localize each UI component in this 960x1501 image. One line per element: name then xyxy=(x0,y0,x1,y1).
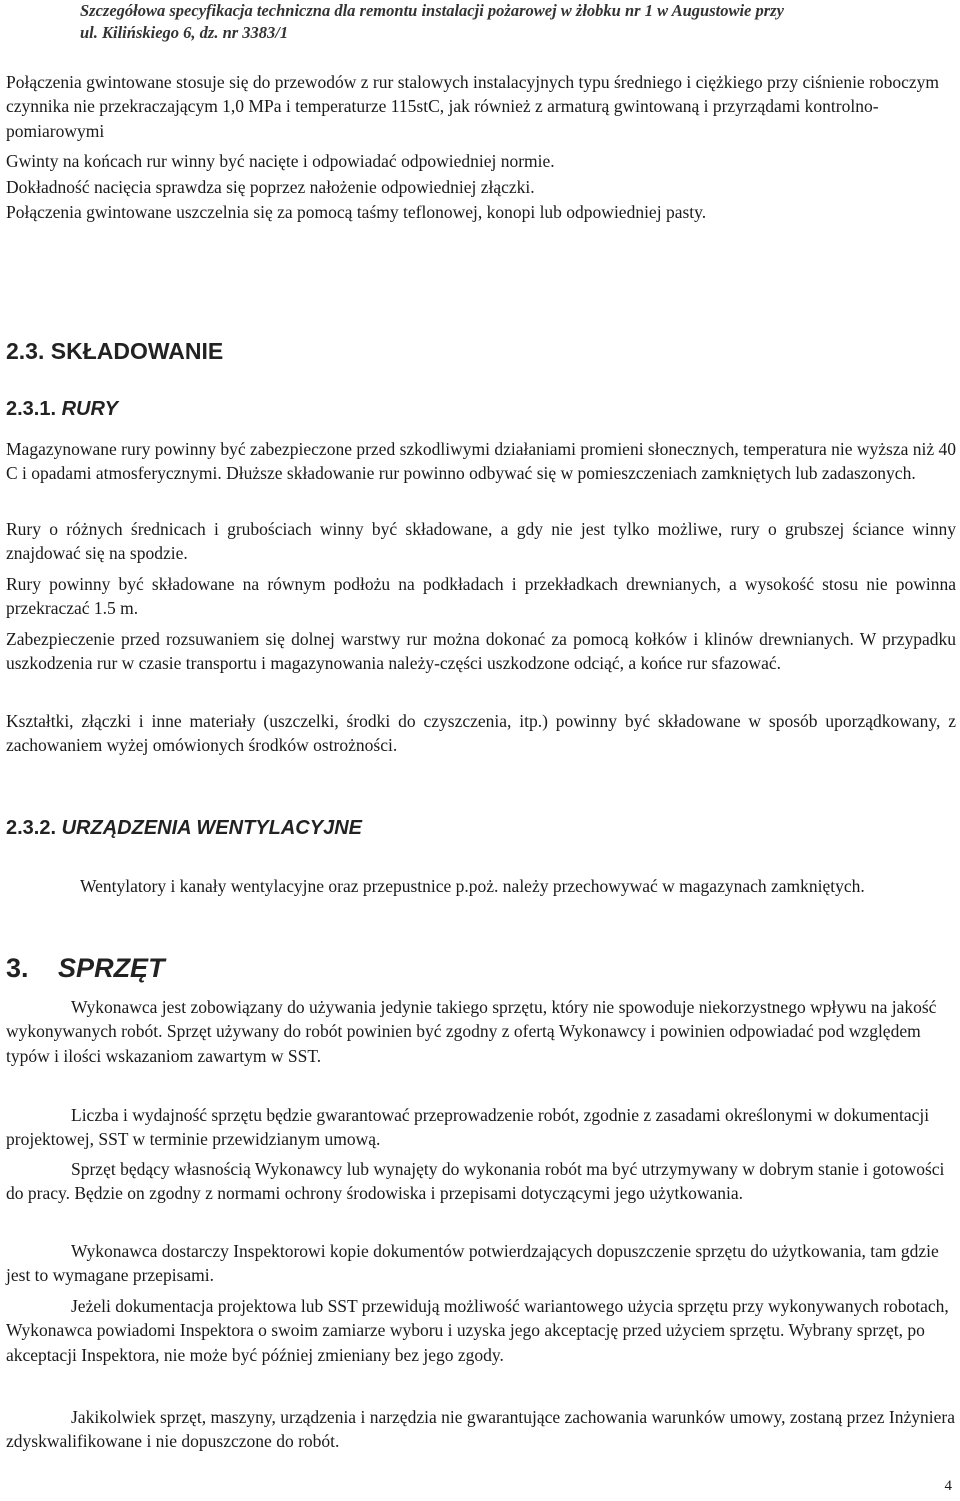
page-number: 4 xyxy=(944,1478,952,1494)
section-3-number: 3. xyxy=(6,953,29,983)
intro-paragraph-3: Dokładność nacięcia sprawdza się poprzez nałożenie odpowiedniej złączki. xyxy=(6,177,535,197)
intro-paragraph-1: Połączenia gwintowane stosuje się do przewodów z rur stalowych instalacyjnych typu średniego i ciężkiego przy ciśnienie roboczym czynnika nie przekraczającym 1,0 MPa i temperaturze 115stC, jak również z armaturą gwintowaną i przyrządami kontrolno-pomiarowymi xyxy=(6,72,940,141)
sprzet-paragraph-3: Sprzęt będący własnością Wykonawcy lub wynajęty do wykonania robót ma być utrzymywany w dobrym stanie i gotowości do pracy. Będzie on zgodny z normami ochrony środowiska i przepisami dotyczącymi jego użytkowania. xyxy=(6,1159,945,1204)
section-2-3-1-heading xyxy=(6,398,118,421)
section-2-3-1-title: RURY xyxy=(61,398,118,420)
section-2-3-2-title: URZĄDZENIA WENTYLACYJNE xyxy=(61,817,362,839)
section-2-3-2-number: 2.3.2. xyxy=(6,817,57,839)
rury-paragraph-5: Kształtki, złączki i inne materiały (uszczelki, środki do czyszczenia, itp.) powinny być składowane w sposób uporządkowany, z zachowaniem wyżej omówionych środków ostrożności. xyxy=(6,711,956,756)
document-header xyxy=(80,0,950,44)
sprzet-paragraph-2: Liczba i wydajność sprzętu będzie gwarantować przeprowadzenie robót, zgodnie z zasadami określonymi w dokumentacji projektowej, SST w terminie przewidzianym umową. xyxy=(6,1105,930,1150)
section-2-3-2-heading xyxy=(6,817,362,840)
sprzet-paragraph-4: Wykonawca dostarczy Inspektorowi kopie dokumentów potwierdzających dopuszczenie sprzętu do użytkowania, tam gdzie jest to wymagane przepisami. xyxy=(6,1241,939,1286)
wentylacja-paragraph-1: Wentylatory i kanały wentylacyjne oraz przepustnice p.poż. należy przechowywać w magazynach zamkniętych. xyxy=(80,876,865,896)
sprzet-paragraph-5: Jeżeli dokumentacja projektowa lub SST przewidują możliwość wariantowego użycia sprzętu przy wykonywanych robotach, Wykonawca powiadomi Inspektora o swoim zamiarze wyboru i uzyska jego akceptację przed użyciem sprzętu. Wybrany sprzęt, po akceptacji Inspektora, nie może być później zmieniany bez jego zgody. xyxy=(6,1296,949,1365)
header-line-2: ul. Kilińskiego 6, dz. nr 3383/1 xyxy=(80,23,289,42)
header-line-1: Szczegółowa specyfikacja techniczna dla remontu instalacji pożarowej w żłobku nr 1 w Augustowie przy xyxy=(80,1,784,20)
rury-paragraph-3: Rury powinny być składowane na równym podłożu na podkładach i przekładkach drewnianych, a wysokość stosu nie powinna przekraczać 1.5 m. xyxy=(6,574,956,619)
intro-paragraph-4: Połączenia gwintowane uszczelnia się za pomocą taśmy teflonowej, konopi lub odpowiedniej pasty. xyxy=(6,202,707,222)
rury-paragraph-2: Rury o różnych średnicach i grubościach winny być składowane, a gdy nie jest tylko możliwe, rury o grubszej ściance winny znajdować się na spodzie. xyxy=(6,519,956,564)
section-3-heading xyxy=(6,953,165,984)
section-2-3-heading: 2.3. SKŁADOWANIE xyxy=(6,338,224,364)
rury-paragraph-4: Zabezpieczenie przed rozsuwaniem się dolnej warstwy rur można dokonać za pomocą kołków i klinów drewnianych. W przypadku uszkodzenia rur w czasie transportu i magazynowania należy-części uszkodzone odciąć, a końce rur sfazować. xyxy=(6,629,956,674)
intro-paragraph-2: Gwinty na końcach rur winny być nacięte i odpowiadać odpowiedniej normie. xyxy=(6,151,555,171)
sprzet-paragraph-1: Wykonawca jest zobowiązany do używania jedynie takiego sprzętu, który nie spowoduje niekorzystnego wpływu na jakość wykonywanych robót. Sprzęt używany do robót powinien być zgodny z ofertą Wykonawcy i powinien odpowiadać pod względem typów i ilości wskazaniom zawartym w SST. xyxy=(6,997,937,1066)
rury-paragraph-1: Magazynowane rury powinny być zabezpieczone przed szkodliwymi działaniami promieni słonecznych, temperatura nie wyższa niż 40 C i opadami atmosferycznymi. Dłuższe składowanie rur powinno odbywać się w pomieszczeniach zamkniętych lub zadaszonych. xyxy=(6,439,956,484)
section-2-3-1-number: 2.3.1. xyxy=(6,398,57,420)
section-3-title: SPRZĘT xyxy=(58,953,165,983)
sprzet-paragraph-6: Jakikolwiek sprzęt, maszyny, urządzenia i narzędzia nie gwarantujące zachowania warunków umowy, zostaną przez Inżyniera zdyskwalifikowane i nie dopuszczone do robót. xyxy=(6,1407,955,1452)
